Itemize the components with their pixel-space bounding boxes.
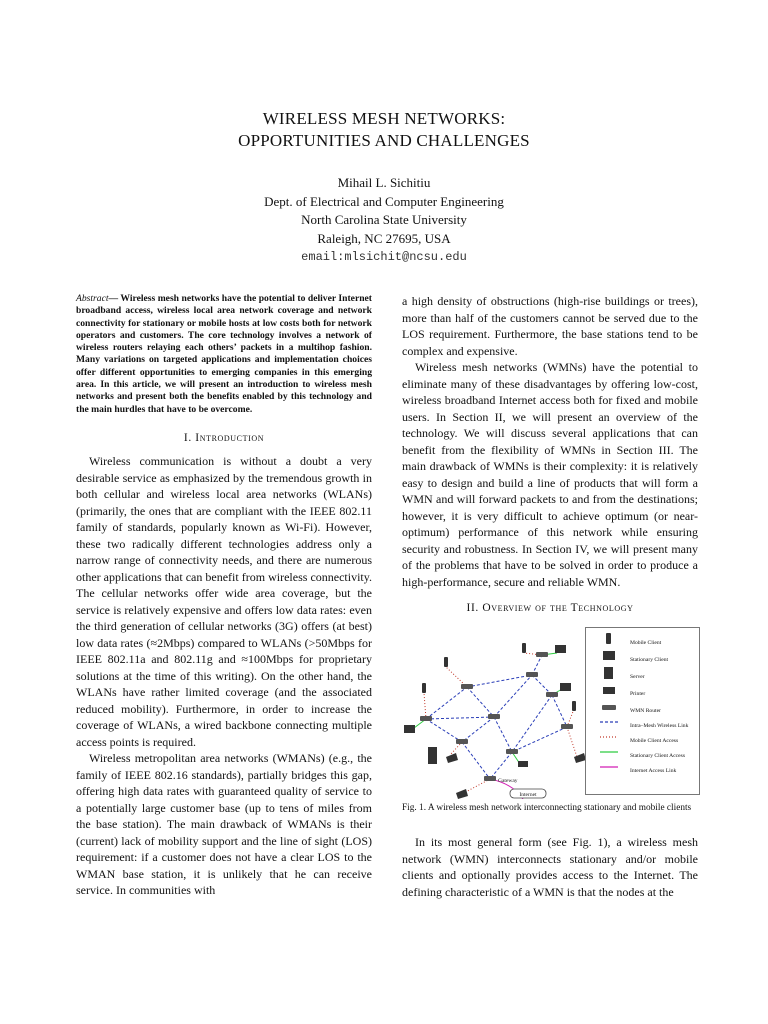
- mobile-client-icon: [422, 683, 426, 693]
- stationary-client-access-icon: [600, 746, 618, 758]
- wmn-router-icon: [561, 724, 573, 729]
- wmn-router-icon: [420, 716, 432, 721]
- abstract-text: — Wireless mesh networks have the potential to deliver Internet broadband access, wireless local area network coverage and network connectivity for stationary or mobile hosts at low costs both for network operators and customers. The core technology involves a network of wireless routers relaying each others’ packets in a multihop fashion. Many variations on targeted applications and implementation choices offer different opportunities to emerging companies in this emerging area. In this article, we will present an introduction to wireless mesh networks and present both the benefits enabled by this technology and the main hurdles that have to be overcome.: [76, 293, 372, 415]
- author-block: [0, 174, 768, 267]
- author-dept: Dept. of Electrical and Computer Engineering: [264, 193, 504, 209]
- internet-label: Internet: [519, 791, 537, 798]
- intro-paragraph-4: Wireless mesh networks (WMNs) have the potential to eliminate many of these disadvantages by offering low-cost, wireless broadband Internet access both for fixed and mobile users. In Section II, we will present an overview of the technology. We will discuss several applications that can benefit from the flexibility of WMNs in Section III. The main drawback of WMNs is their complexity: it is relatively easy to design and build a line of products that will form a WMN and will forward packets to and from the destinations; however, it is very difficult to achieve optimum (or near-optimum) performance of this network while ensuring security and robustness. In Section IV, we will present many of the problems that have to be solved in order to produce a high-performance, secure and reliable WMN.: [402, 360, 698, 589]
- server-icon: [428, 747, 437, 764]
- figure-1: [402, 627, 698, 799]
- mobile-client-icon: [444, 657, 448, 667]
- legend-item-stationary-client-access: Stationary Client Access: [586, 746, 699, 758]
- legend-item-wmn-router: WMN Router: [586, 701, 699, 713]
- mobile-client-access-icon: [600, 731, 618, 743]
- title-line-2: OPPORTUNITIES AND CHALLENGES: [238, 131, 530, 150]
- overview-paragraph-1: In its most general form (see Fig. 1), a wireless mesh network (WMN) interconnects stationary and/or mobile clients and optionally provides access to the Internet. The defining characteristic of a WMN is that the nodes at the: [402, 835, 698, 899]
- author-city: Raleigh, NC 27695, USA: [317, 230, 451, 246]
- author-university: North Carolina State University: [301, 212, 467, 227]
- stationary-client-icon: [555, 645, 566, 653]
- intro-paragraph-2: Wireless metropolitan area networks (WMANs) (e.g., the family of IEEE 802.16 standards), partially bridges this gap, offering high data rates with guaranteed quality of service to a potentially large customer base (up to tens of miles from the base station). The main drawback of WMANs is their (current) lack of mobility support and the line of sight (LOS) requirement: if a customer does not have a clear LOS to the WMAN base station, it is unlikely that he can receive service. In communities with: [76, 751, 372, 898]
- mobile-client-icon: [522, 643, 526, 653]
- mobile-access-links: [424, 653, 577, 795]
- legend-item-server: Server: [586, 667, 699, 679]
- legend-item-stationary-client: Stationary Client: [586, 650, 699, 662]
- intra-mesh-link-icon: [600, 716, 618, 728]
- legend-item-mobile-client-access: Mobile Client Access: [586, 731, 699, 743]
- section-heading-overview: II. Overview of the Technology: [466, 602, 634, 614]
- intro-paragraph-1: Wireless communication is without a doubt a very desirable service as emphasized by the tremendous growth in both cellular and wireless local area networks (WLANs) (primarily, the ones that are compliant with the IEEE 802.11 family of standards, popularly known as Wi-Fi). However, these two radically different technologies address only a narrow range of connectivity needs, and there are numerous other applications that can benefit from wireless connectivity. The cellular networks offer wide area coverage, but the service is relatively expensive and offers low data rates: even the third generation of cellular networks (3G) offers (at best) low data rates (≈2Mbps) compared to WLANs (>50Mbps for IEEE 802.11a and 802.11g and ≈100Mbps for proprietary solutions at the time of this writing). On the other hand, the WLANs have rather limited coverage (and the associated reduced mobility). Furthermore, in order to increase the coverage of WLANs, a wired backbone connecting multiple access points is required.: [76, 454, 372, 749]
- wmn-routers: [420, 652, 573, 781]
- stationary-client-icon: [600, 650, 618, 662]
- gateway-label: Gateway: [498, 777, 518, 784]
- wmn-router-icon: [456, 739, 468, 744]
- author-name: Mihail L. Sichitiu: [337, 175, 431, 190]
- printer-icon: [518, 761, 528, 767]
- wmn-router-icon: [546, 692, 558, 697]
- legend-item-printer: Printer: [586, 684, 699, 696]
- legend-item-mobile-client: Mobile Client: [586, 633, 699, 645]
- mobile-client-icon: [600, 633, 618, 645]
- figure-1-caption: Fig. 1. A wireless mesh network interconnecting stationary and mobile clients: [402, 802, 692, 813]
- wmn-router-icon: [461, 684, 473, 689]
- client-devices: [404, 643, 586, 799]
- wmn-router-icon: [536, 652, 548, 657]
- laptop-icon: [446, 753, 458, 763]
- laptop-icon: [456, 789, 468, 799]
- stationary-client-icon: [404, 725, 415, 733]
- mobile-client-icon: [572, 701, 576, 711]
- wmn-router-icon: [600, 701, 618, 713]
- left-column: [76, 293, 372, 899]
- wmn-router-icon: [488, 714, 500, 719]
- right-column: [402, 293, 698, 900]
- wmn-router-icon: [484, 776, 496, 781]
- author-email: email:mlsichit@ncsu.edu: [301, 250, 467, 264]
- server-icon: [600, 667, 618, 679]
- section-heading-introduction: I. Introduction: [183, 431, 265, 444]
- intro-paragraph-3: a high density of obstructions (high-rise buildings or trees), more than half of the customers cannot be served due to the LOS requirement. Furthermore, the base stations tend to be complex and expensive.: [402, 294, 698, 358]
- stationary-client-icon: [560, 683, 571, 691]
- legend-item-intra-mesh-link: Intra–Mesh Wireless Link: [586, 716, 699, 728]
- paper-title: [0, 108, 768, 152]
- wmn-router-icon: [526, 672, 538, 677]
- wmn-router-icon: [506, 749, 518, 754]
- abstract-label: Abstract: [76, 293, 109, 304]
- printer-icon: [600, 684, 618, 696]
- abstract: [76, 293, 372, 416]
- legend-item-internet-access-link: Internet Access Link: [586, 761, 699, 773]
- title-line-1: WIRELESS MESH NETWORKS:: [262, 109, 506, 128]
- figure-legend: [585, 627, 700, 795]
- internet-access-link-icon: [600, 761, 618, 773]
